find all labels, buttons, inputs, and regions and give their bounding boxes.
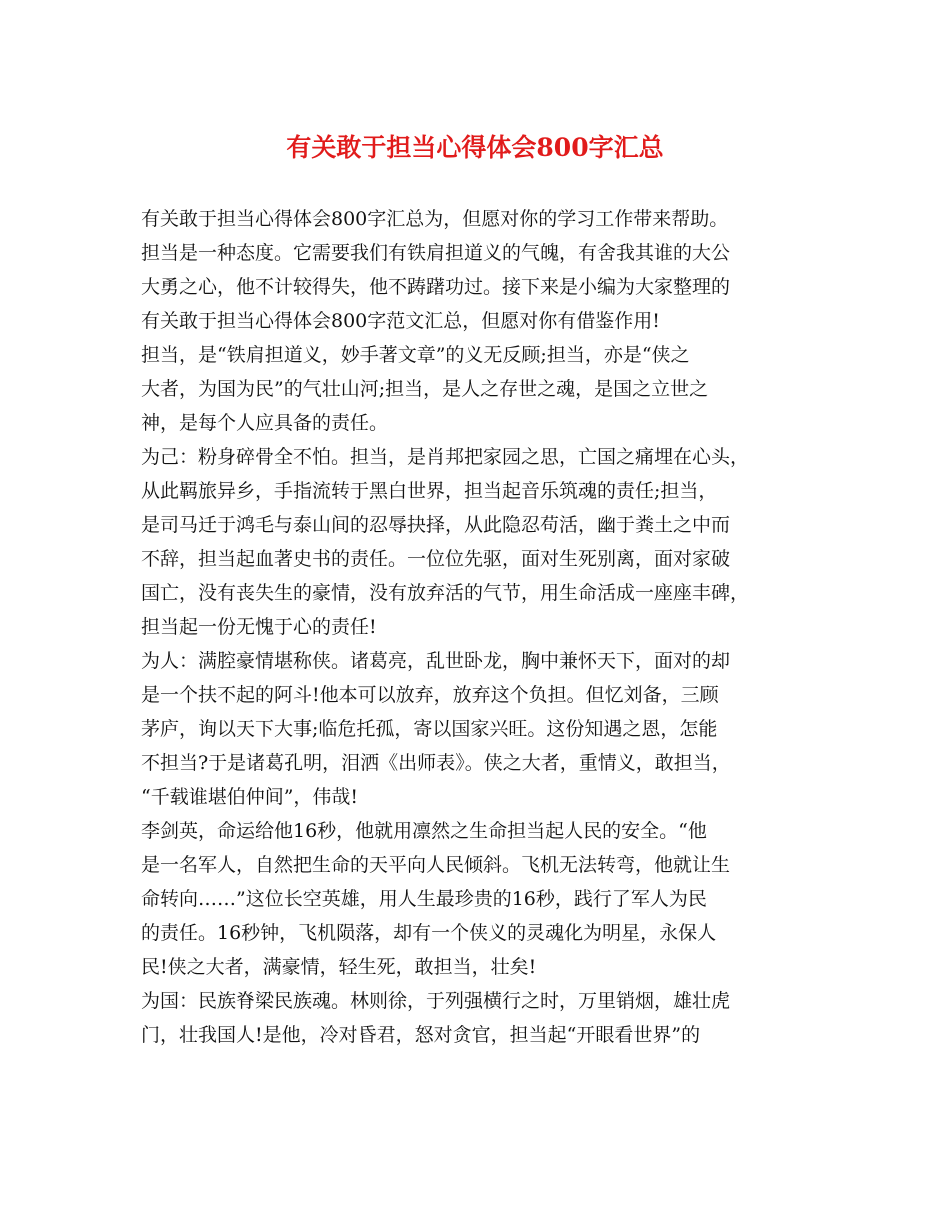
text-line: 是司马迁于鸿毛与泰山间的忍辱抉择，从此隐忍苟活，幽于粪土之中而 <box>141 514 731 536</box>
text-line: 国亡，没有丧失生的豪情，没有放弃活的气节，用生命活成一座座丰碑， <box>141 582 750 604</box>
text-line: 的责任。16秒钟，飞机陨落，却有一个侠义的灵魂化为明星，永保人 <box>141 922 717 944</box>
text-line: 茅庐，询以天下大事;临危托孤，寄以国家兴旺。这份知遇之恩，怎能 <box>141 718 718 740</box>
text-line: 有关敢于担当心得体会800字范文汇总，但愿对你有借鉴作用! <box>141 310 660 332</box>
text-line: 不担当?于是诸葛孔明，泪洒《出师表》。侠之大者，重情义，敢担当， <box>141 752 731 774</box>
text-line: 大者，为国为民”的气壮山河;担当，是人之存世之魂，是国之立世之 <box>141 378 709 400</box>
text-line: 担当是一种态度。它需要我们有铁肩担道义的气魄，有舍我其谁的大公 <box>141 242 731 264</box>
text-line: 命转向……”这位长空英雄，用人生最珍贵的16秒，践行了军人为民 <box>141 888 707 910</box>
text-line: 担当起一份无愧于心的责任! <box>141 616 377 638</box>
text-line: 担当，是“铁肩担道义，妙手著文章”的义无反顾;担当，亦是“侠之 <box>141 344 690 366</box>
text-line: 李剑英，命运给他16秒，他就用凛然之生命担当起人民的安全。“他 <box>141 820 707 842</box>
text-line: 神，是每个人应具备的责任。 <box>141 412 389 434</box>
text-line: “千载谁堪伯仲间”，伟哉! <box>141 786 359 808</box>
text-line: 民!侠之大者，满豪情，轻生死，敢担当，壮矣! <box>141 956 537 978</box>
document-title: 有关敢于担当心得体会800字汇总 <box>286 133 664 162</box>
text-line: 是一名军人，自然把生命的天平向人民倾斜。飞机无法转弯，他就让生 <box>141 854 731 876</box>
text-line: 门，壮我国人!是他，冷对昏君，怒对贪官，担当起“开眼看世界”的 <box>141 1024 701 1046</box>
text-line: 为人：满腔豪情堪称侠。诸葛亮，乱世卧龙，胸中兼怀天下，面对的却 <box>141 650 731 672</box>
document-body <box>141 202 816 1052</box>
text-line: 大勇之心，他不计较得失，他不踌躇功过。接下来是小编为大家整理的 <box>141 276 731 298</box>
text-line: 是一个扶不起的阿斗!他本可以放弃，放弃这个负担。但忆刘备，三顾 <box>141 684 719 706</box>
text-line: 有关敢于担当心得体会800字汇总为，但愿对你的学习工作带来帮助。 <box>141 208 729 230</box>
text-line: 不辞，担当起血著史书的责任。一位位先驱，面对生死别离，面对家破 <box>141 548 731 570</box>
text-line: 从此羁旅异乡，手指流转于黑白世界，担当起音乐筑魂的责任;担当， <box>141 480 718 502</box>
text-line: 为己：粉身碎骨全不怕。担当，是肖邦把家园之思，亡国之痛埋在心头， <box>141 446 750 468</box>
text-line: 为国：民族脊梁民族魂。林则徐，于列强横行之时，万里销烟，雄壮虎 <box>141 990 731 1012</box>
